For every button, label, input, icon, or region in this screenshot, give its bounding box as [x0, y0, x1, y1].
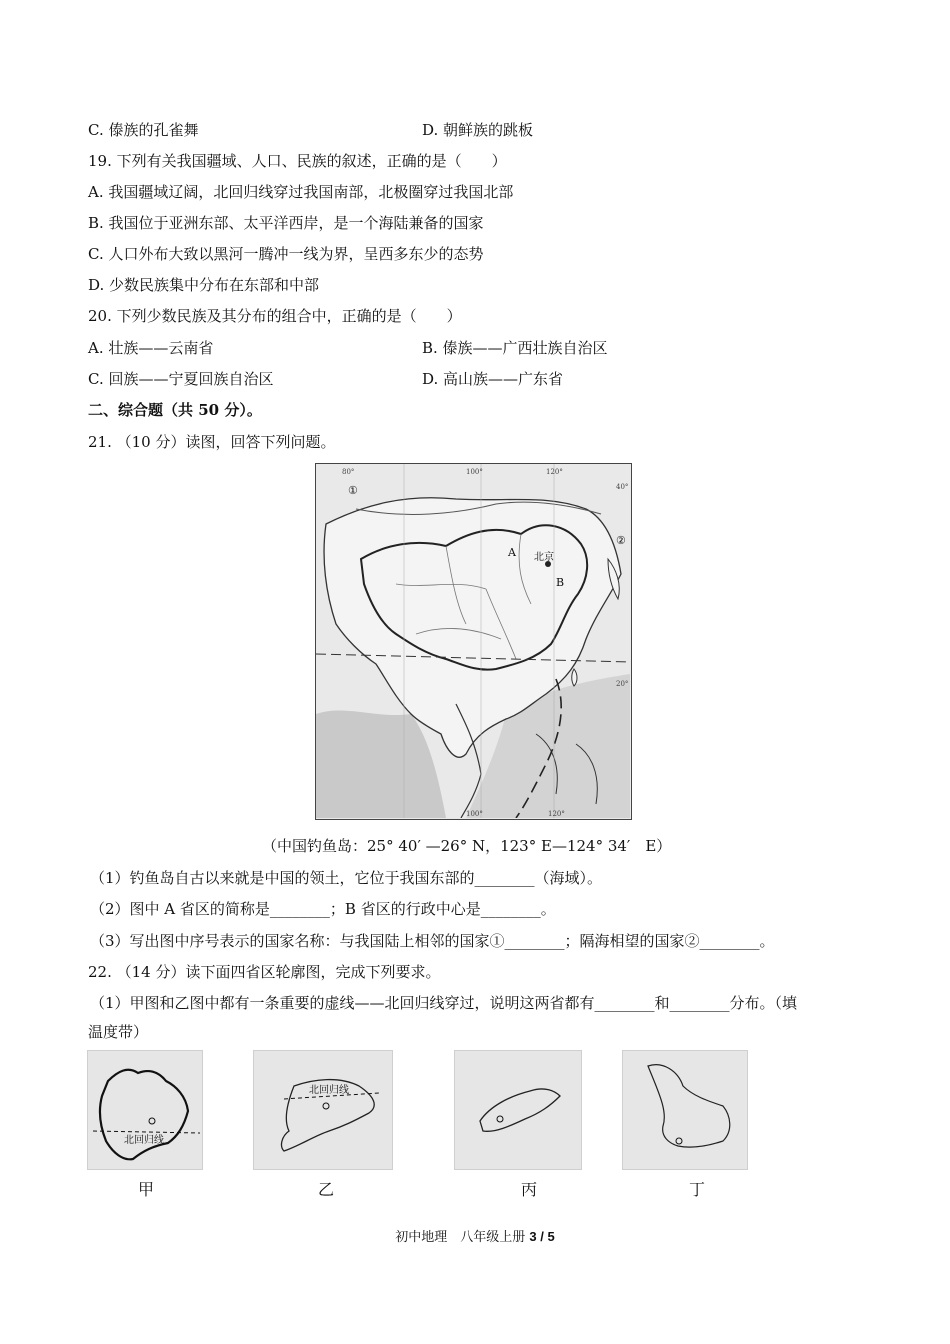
q21-part3: （3）写出图中序号表示的国家名称：与我国陆上相邻的国家①________；隔海相望的国家②________。	[90, 932, 775, 950]
q19-option-d: D. 少数民族集中分布在东部和中部	[88, 276, 320, 294]
capital-jia	[149, 1118, 155, 1124]
capital-yi	[323, 1103, 329, 1109]
label-jia: 甲	[138, 1180, 155, 1199]
tick-40: 40°	[616, 483, 629, 491]
shandong-shape	[480, 1089, 560, 1131]
asia-map	[315, 463, 632, 820]
province-a-label: A	[508, 546, 516, 559]
taiwan-outline	[572, 669, 577, 686]
q21-stem: 21. （10 分）读图，回答下列问题。	[88, 433, 336, 451]
q19-option-c: C. 人口外布大致以黑河一腾冲一线为界，呈西多东少的态势	[88, 245, 484, 263]
beijing-label: 北京	[534, 552, 554, 563]
q20-option-d: D. 高山族——广东省	[422, 370, 564, 388]
page-footer	[0, 1228, 950, 1247]
label-yi: 乙	[318, 1180, 335, 1199]
q20-stem: 20. 下列少数民族及其分布的组合中，正确的是（ ）	[88, 307, 462, 325]
map-figure	[316, 464, 630, 818]
province-b-label: B	[556, 576, 565, 589]
indian-ocean-shading	[316, 710, 446, 818]
capital-bing	[497, 1116, 503, 1122]
province-outline-yi	[253, 1050, 393, 1170]
country-1-label: ①	[348, 484, 358, 497]
q22-part1-line2: 温度带）	[88, 1023, 149, 1041]
q19-option-b: B. 我国位于亚洲东部、太平洋西岸，是一个海陆兼备的国家	[88, 214, 484, 232]
tick-bottom-120: 120°	[548, 810, 565, 818]
q21-part1: （1）钓鱼岛自古以来就是中国的领土，它位于我国东部的________（海域）。	[90, 869, 603, 887]
tick-80: 80°	[342, 468, 355, 476]
q18-option-c: C. 傣族的孔雀舞	[88, 121, 199, 139]
q19-option-a: A. 我国疆域辽阔，北回归线穿过我国南部，北极圈穿过我国北部	[88, 183, 514, 201]
province-outline-jia	[87, 1050, 203, 1170]
q19-stem: 19. 下列有关我国疆域、人口、民族的叙述，正确的是（ ）	[88, 152, 507, 170]
tick-100: 100°	[466, 468, 483, 476]
tropic-label-jia: 北回归线	[124, 1135, 164, 1146]
map-caption: （中国钓鱼岛：25° 40′ —26° N，123° E—124° 34′ E）	[262, 837, 672, 855]
tropic-label-yi: 北回归线	[309, 1085, 349, 1096]
province-outline-bing	[454, 1050, 582, 1170]
q18-option-d: D. 朝鲜族的跳板	[422, 121, 534, 139]
tick-20: 20°	[616, 680, 629, 688]
heilongjiang-shape	[648, 1065, 730, 1147]
province-outline-ding	[622, 1050, 748, 1170]
q20-option-b: B. 傣族——广西壮族自治区	[422, 339, 608, 357]
country-2-label: ②	[616, 534, 626, 547]
q22-part1-line1: （1）甲图和乙图中都有一条重要的虚线——北回归线穿过，说明这两省都有________和________分布。（填	[90, 994, 798, 1012]
q20-option-a: A. 壮族——云南省	[88, 339, 214, 357]
tick-120: 120°	[546, 468, 563, 476]
q22-stem: 22. （14 分）读下面四省区轮廓图，完成下列要求。	[88, 963, 441, 981]
section-heading: 二、综合题（共 50 分）。	[88, 401, 262, 419]
page-number: 3 / 5	[529, 1229, 555, 1244]
label-ding: 丁	[689, 1180, 706, 1199]
q21-part2: （2）图中 A 省区的简称是________；B 省区的行政中心是________。	[90, 900, 556, 918]
tick-bottom-100: 100°	[466, 810, 483, 818]
tropic-line-jia	[93, 1131, 200, 1133]
label-bing: 丙	[521, 1180, 538, 1199]
footer-title: 初中地理 八年级上册	[395, 1230, 526, 1245]
q18-options-row	[88, 120, 198, 140]
capital-ding	[676, 1138, 682, 1144]
q20-option-c: C. 回族——宁夏回族自治区	[88, 370, 274, 388]
